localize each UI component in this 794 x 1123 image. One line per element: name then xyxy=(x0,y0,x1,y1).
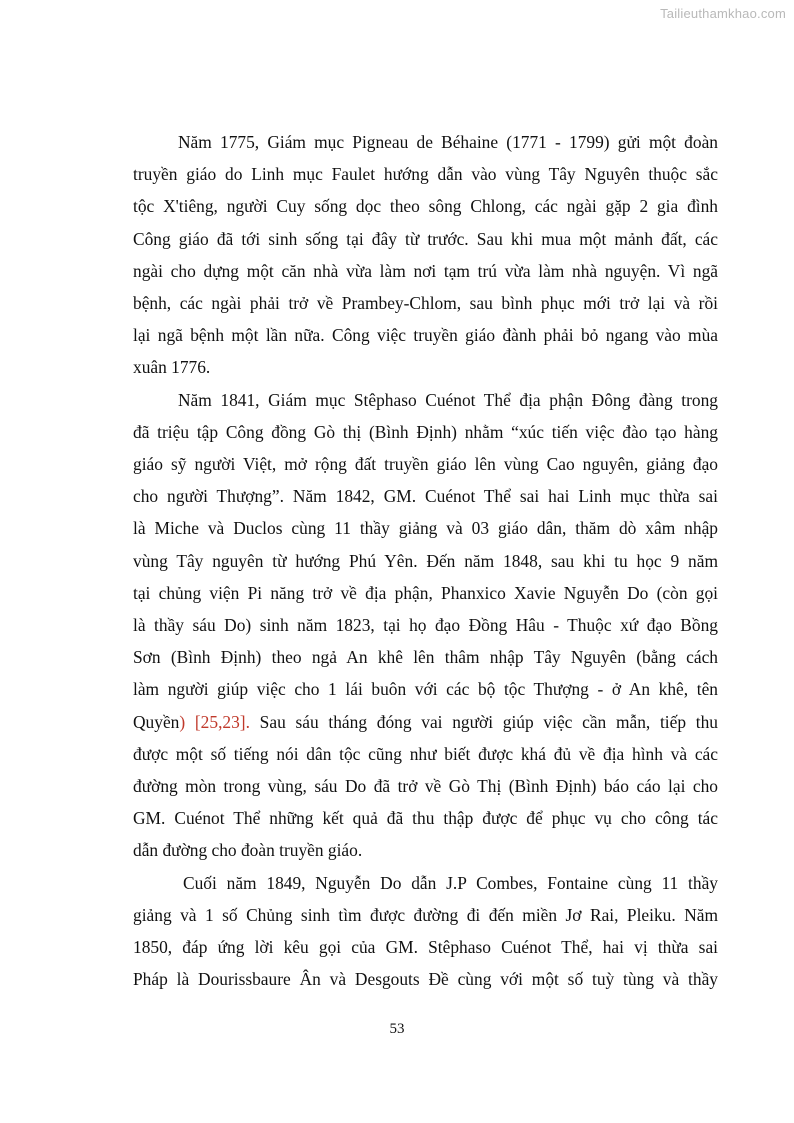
paragraph-2-line-9: Sơn (Bình Định) theo ngả An khê lên thâm nhập Tây Nguyên (bằng cách xyxy=(133,647,718,668)
paragraph-2-line-3: giáo sỹ người Việt, mở rộng đất truyền giáo lên vùng Cao nguyên, giảng đạo xyxy=(133,454,718,475)
paragraph-2-line-13: đường mòn trong vùng, sáu Do đã trở về Gò Thị (Bình Định) báo cáo lại cho xyxy=(133,776,718,797)
paragraph-3-line-4: Pháp là Dourissbaure Ân và Desgouts Đề cùng với một số tuỳ tùng và thầy xyxy=(133,969,718,990)
paragraph-1-line-1: Năm 1775, Giám mục Pigneau de Béhaine (1771 - 1799) gửi một đoàn xyxy=(178,132,718,152)
paragraph-2-line-12: được một số tiếng nói dân tộc cũng như biết được khá đủ về địa hình và các xyxy=(133,743,718,764)
paragraph-1-line-3: tộc X'tiêng, người Cuy sống dọc theo sông Chlong, các ngài gặp 2 gia đình xyxy=(133,196,718,217)
paragraph-2-line-10: làm người giúp việc cho 1 lái buôn với các bộ tộc Thượng - ở An khê, tên xyxy=(133,679,718,700)
paragraph-2-citation-line xyxy=(133,706,718,738)
citation-reference: ) [25,23]. xyxy=(179,711,250,732)
paragraph-2-line-15: dẫn đường cho đoàn truyền giáo. xyxy=(133,840,363,861)
paragraph-2-line-6: vùng Tây nguyên từ hướng Phú Yên. Đến năm 1848, sau khi tu học 9 năm xyxy=(133,550,718,571)
watermark-text: Tailieuthamkhao.com xyxy=(660,6,786,21)
paragraph-2-line-7: tại chủng viện Pi năng trở về địa phận, Phanxico Xavie Nguyễn Do (còn gọi xyxy=(133,582,718,603)
paragraph-2-line-4: cho người Thượng”. Năm 1842, GM. Cuénot Thể sai hai Linh mục thừa sai xyxy=(133,486,718,507)
paragraph-1-line-8: xuân 1776. xyxy=(133,357,211,378)
citation-line-before: Quyền xyxy=(133,711,180,732)
document-body xyxy=(133,126,718,995)
paragraph-1-line-5: ngài cho dựng một căn nhà vừa làm nơi tạm trú vừa làm nhà nguyện. Vì ngã xyxy=(133,260,718,281)
paragraph-3-line-3: 1850, đáp ứng lời kêu gọi của GM. Stêphaso Cuénot Thể, hai vị thừa sai xyxy=(133,937,718,958)
page-number: 53 xyxy=(389,1021,405,1037)
paragraph-1-line-6: bệnh, các ngài phải trở về Prambey-Chlom, sau bình phục mới trở lại và rồi xyxy=(133,293,718,314)
paragraph-2-line-1: Năm 1841, Giám mục Stêphaso Cuénot Thể địa phận Đông đàng trong xyxy=(178,389,718,410)
paragraph-3-line-1: Cuối năm 1849, Nguyễn Do dẫn J.P Combes, Fontaine cùng 11 thầy xyxy=(183,872,718,893)
paragraph-2-line-8: là thầy sáu Do) sinh năm 1823, tại họ đạo Đồng Hâu - Thuộc xứ đạo Bồng xyxy=(133,615,718,636)
citation-line-after: Sau sáu tháng đóng vai người giúp việc cần mẫn, tiếp thu xyxy=(249,711,718,732)
paragraph-1-line-4: Công giáo đã tới sinh sống tại đây từ trước. Sau khi mua một mảnh đất, các xyxy=(133,228,718,249)
paragraph-2-line-2: đã triệu tập Công đồng Gò thị (Bình Định) nhằm “xúc tiến việc đào tạo hàng xyxy=(133,421,718,442)
paragraph-1-line-7: lại ngã bệnh một lần nữa. Công việc truyền giáo đành phải bỏ ngang vào mùa xyxy=(133,325,718,346)
paragraph-1-line-2: truyền giáo do Linh mục Faulet hướng dẫn vào vùng Tây Nguyên thuộc sắc xyxy=(133,164,718,185)
paragraph-3-line-2: giảng và 1 số Chủng sinh tìm được đường đi đến miền Jơ Rai, Pleiku. Năm xyxy=(133,904,718,925)
paragraph-2-line-5: là Miche và Duclos cùng 11 thầy giảng và 03 giáo dân, thăm dò xâm nhập xyxy=(133,518,718,539)
paragraph-2-line-14: GM. Cuénot Thể những kết quả đã thu thập được để phục vụ cho công tác xyxy=(133,808,718,829)
